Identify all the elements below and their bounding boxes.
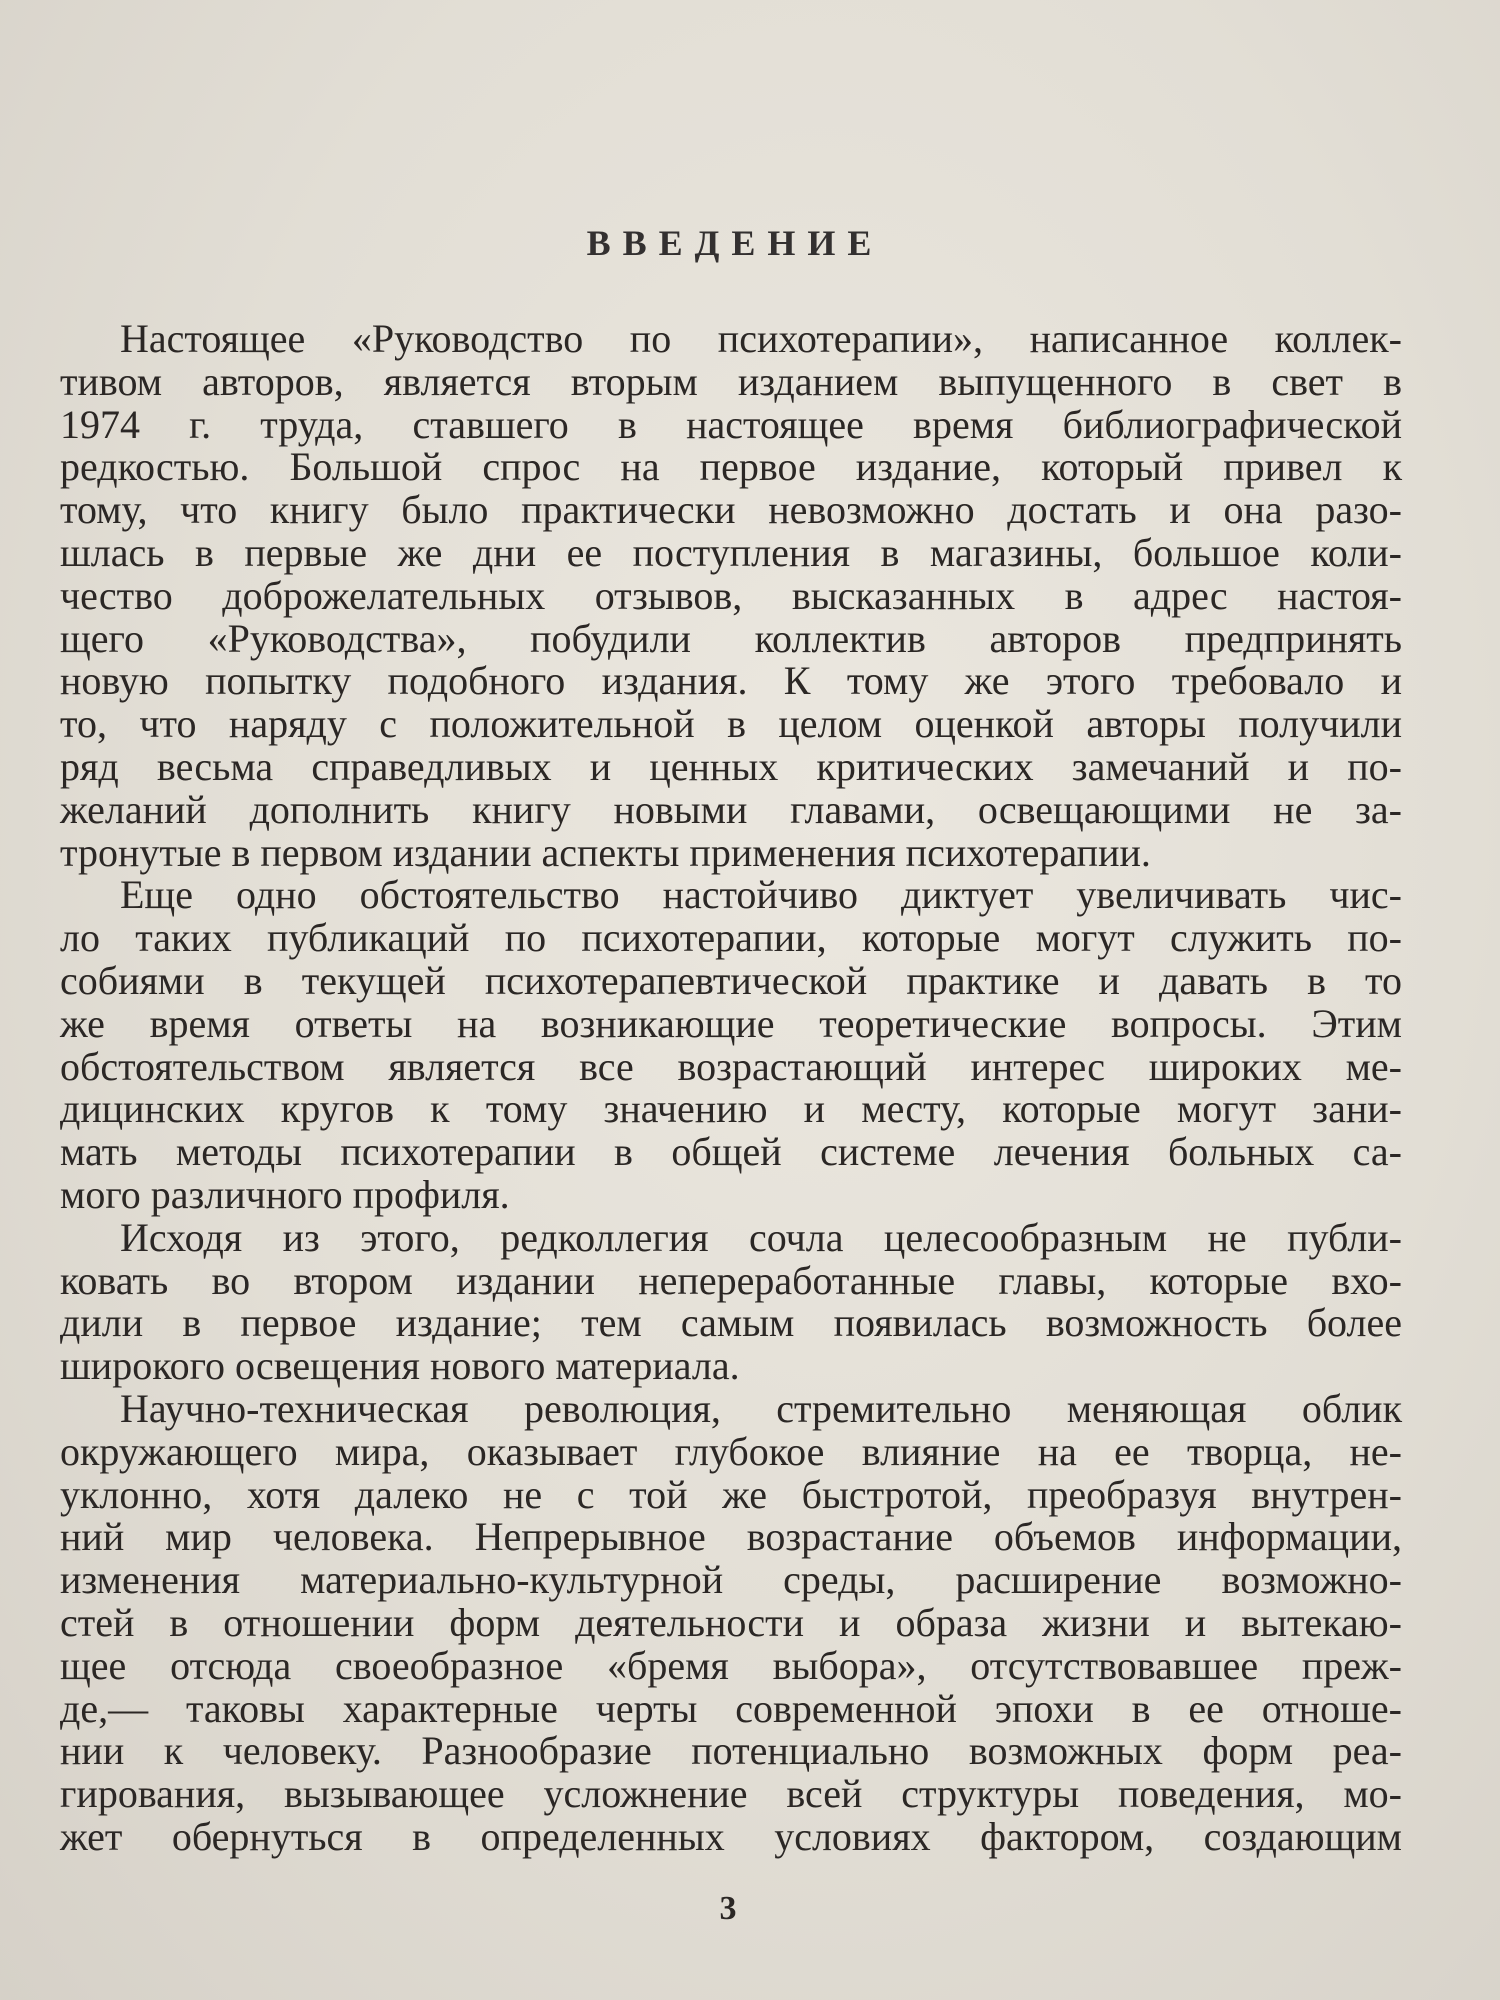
text-line: мать методы психотерапии в общей системе лечения больных са-: [60, 1129, 1402, 1175]
paragraph: [60, 874, 1402, 1216]
text-line: мого различного профиля.: [60, 1171, 510, 1217]
text-line: широкого освещения нового материала.: [60, 1343, 740, 1389]
text-line: ло таких публикаций по психотерапии, которые могут служить по-: [60, 915, 1402, 961]
text-line: изменения материально-культурной среды, расширение возможно-: [60, 1557, 1402, 1603]
text-line: ряд весьма справедливых и ценных критических замечаний и по-: [60, 743, 1402, 789]
paragraph: [60, 1214, 1402, 1389]
text-line: Настоящее «Руководство по психотерапии», написанное коллек-: [120, 316, 1402, 361]
text-line: гирования, вызывающее усложнение всей структуры поведения, мо-: [60, 1771, 1402, 1817]
text-line: то, что наряду с положительной в целом оценкой авторы получили: [60, 701, 1402, 747]
body-text: [60, 318, 1402, 1859]
text-line: тому, что книгу было практически невозможно достать и она разо-: [60, 487, 1402, 533]
text-line: тронутые в первом издании аспекты применения психотерапии.: [60, 829, 1151, 875]
text-line: 1974 г. труда, ставшего в настоящее время библиографической: [60, 401, 1402, 447]
text-line: же время ответы на возникающие теоретические вопросы. Этим: [60, 1000, 1402, 1046]
text-line: желаний дополнить книгу новыми главами, освещающими не за-: [60, 786, 1402, 832]
text-line: ний мир человека. Непрерывное возрастание объемов информации,: [60, 1514, 1402, 1560]
text-line: окружающего мира, оказывает глубокое влияние на ее творца, не-: [60, 1428, 1402, 1474]
page-number: 3: [719, 1890, 737, 1927]
text-line: редкостью. Большой спрос на первое издание, который привел к: [60, 444, 1402, 490]
text-line: нии к человеку. Разнообразие потенциально возможных форм реа-: [60, 1728, 1402, 1774]
text-line: собиями в текущей психотерапевтической практике и давать в то: [60, 957, 1402, 1003]
chapter-title: ВВЕДЕНИЕ: [586, 223, 884, 263]
text-line: тивом авторов, является вторым изданием выпущенного в свет в: [60, 358, 1402, 404]
paragraph: [60, 318, 1402, 874]
text-line: чество доброжелательных отзывов, высказанных в адрес настоя-: [60, 572, 1402, 618]
text-line: дицинских кругов к тому значению и месту, которые могут зани-: [60, 1086, 1402, 1132]
text-line: щего «Руководства», побудили коллектив авторов предпринять: [60, 615, 1402, 661]
text-line: шлась в первые же дни ее поступления в магазины, большое коли-: [60, 529, 1402, 575]
text-line: дили в первое издание; тем самым появилась возможность более: [60, 1300, 1402, 1346]
text-line: Еще одно обстоятельство настойчиво диктует увеличивать чис-: [120, 872, 1402, 918]
text-line: стей в отношении форм деятельности и образа жизни и вытекаю-: [60, 1599, 1402, 1645]
text-line: ковать во втором издании непереработанные главы, которые вхо-: [60, 1257, 1402, 1303]
text-line: обстоятельством является все возрастающий интерес широких ме-: [60, 1043, 1402, 1089]
text-line: жет обернуться в определенных условиях фактором, создающим: [60, 1813, 1402, 1859]
paragraph: [60, 1385, 1402, 1859]
text-line: Научно-техническая революция, стремительно меняющая облик: [120, 1385, 1402, 1431]
text-line: уклонно, хотя далеко не с той же быстротой, преобразуя внутрен-: [60, 1471, 1402, 1517]
text-line: новую попытку подобного издания. К тому же этого требовало и: [60, 658, 1402, 704]
text-line: Исходя из этого, редколлегия сочла целесообразным не публи-: [120, 1214, 1402, 1260]
text-line: де,— таковы характерные черты современной эпохи в ее отноше-: [60, 1685, 1402, 1731]
text-line: щее отсюда своеобразное «бремя выбора», отсутствовавшее преж-: [60, 1642, 1402, 1688]
